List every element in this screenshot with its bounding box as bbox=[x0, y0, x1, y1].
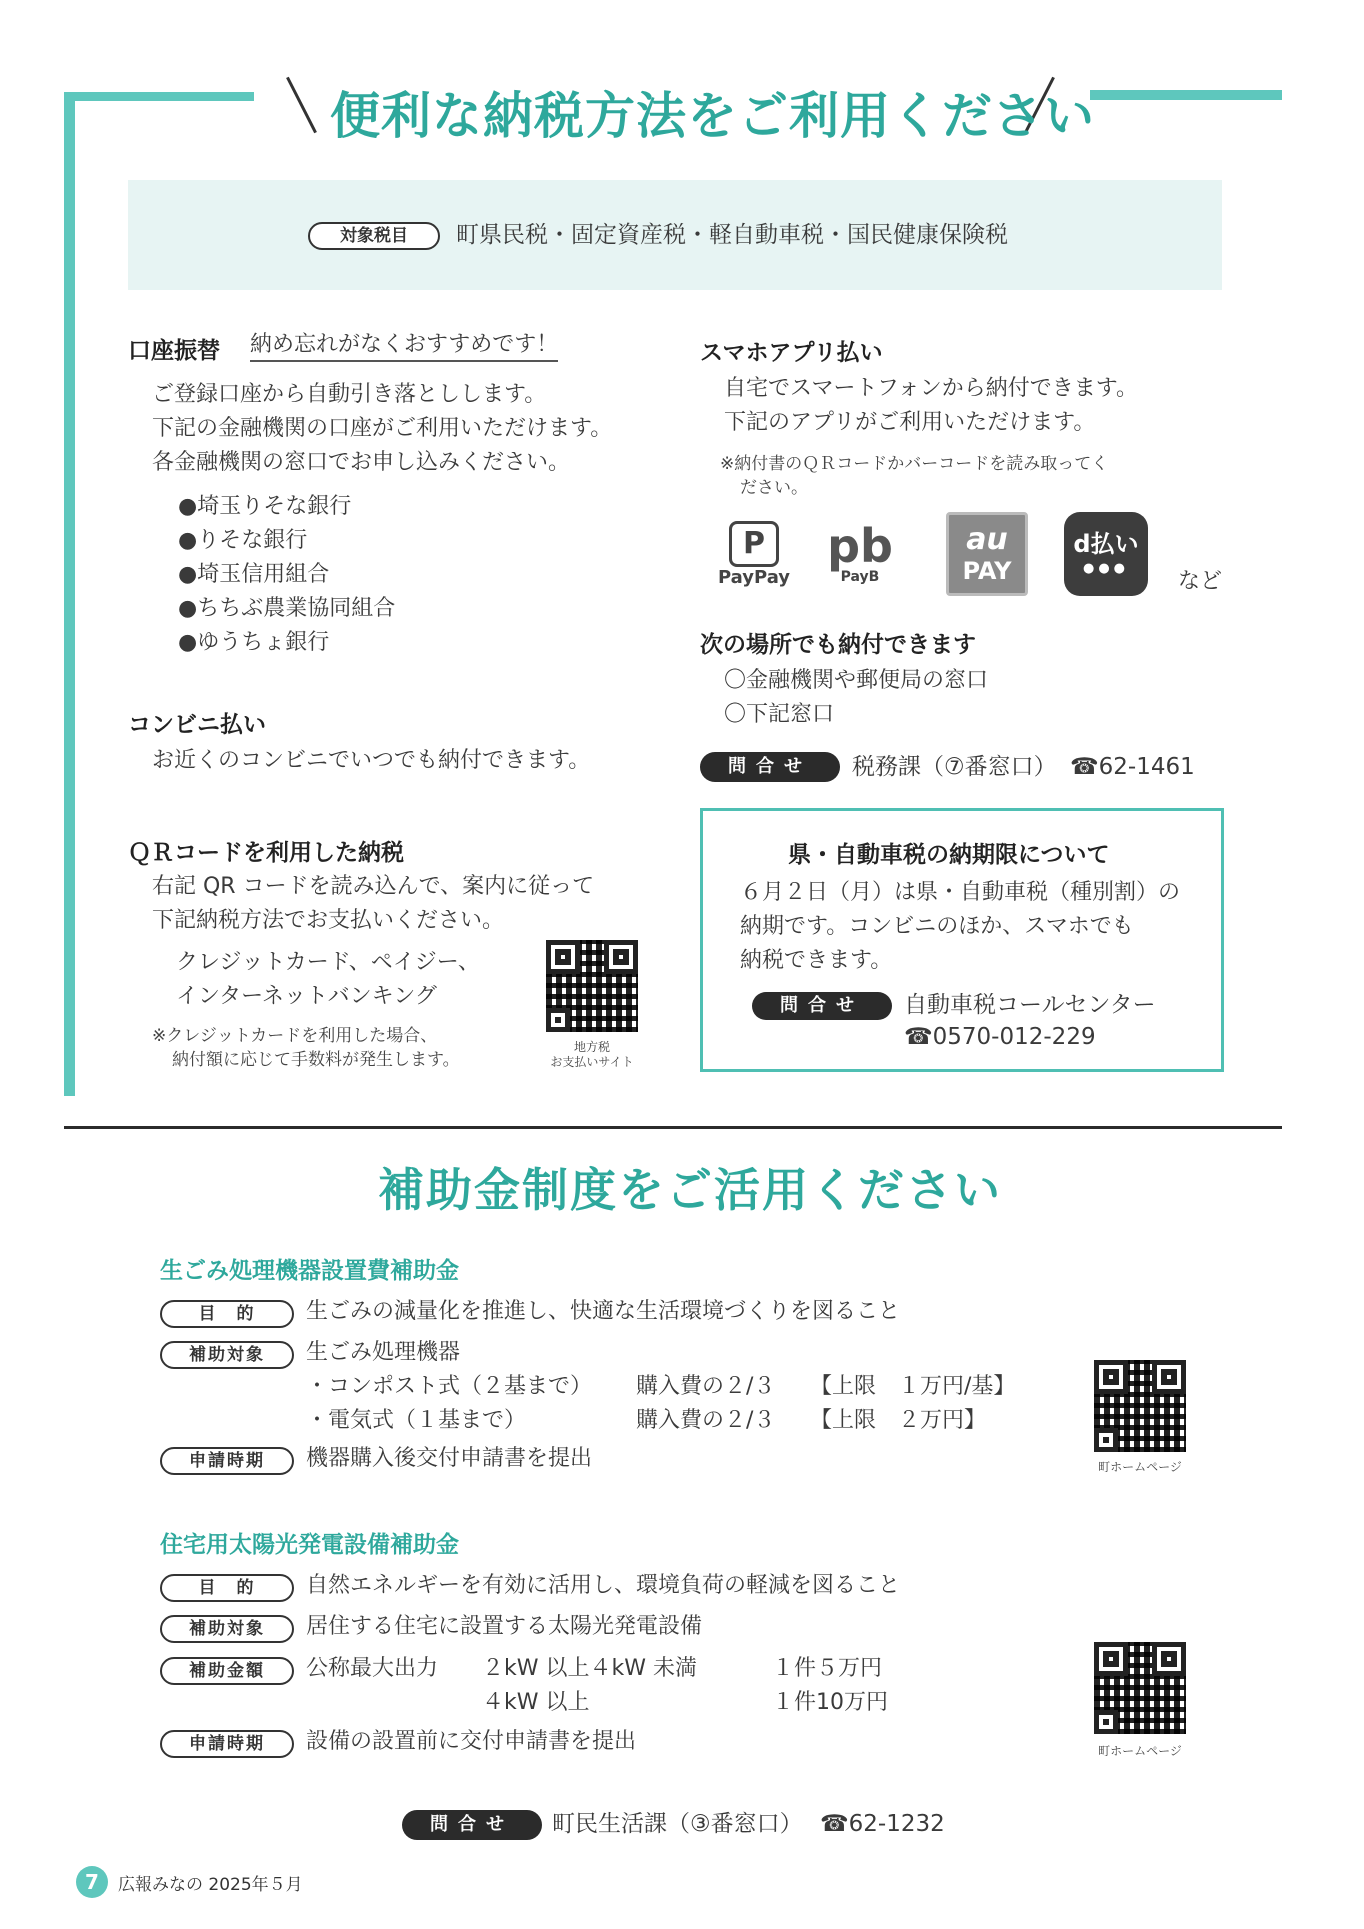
solar-subsidy-title: 住宅用太陽光発電設備補助金 bbox=[160, 1532, 459, 1558]
solar-amount-value: １件５万円 bbox=[772, 1656, 883, 1681]
note-line: ださい。 bbox=[740, 478, 808, 498]
target-label: 補助対象 bbox=[160, 1615, 294, 1643]
purpose-label: 目 的 bbox=[160, 1300, 294, 1328]
text-line: 各金融機関の窓口でお申し込みください。 bbox=[152, 450, 571, 475]
garbage-item-rate: 購入費の２/３ bbox=[636, 1408, 776, 1433]
qr-payment-notes bbox=[152, 1024, 460, 1072]
text-line: 自宅でスマートフォンから納付できます。 bbox=[724, 376, 1139, 401]
au-logo: au bbox=[966, 522, 1008, 557]
auto-tax-contact-label: 問合せ bbox=[752, 992, 892, 1020]
list-item: ●埼玉信用組合 bbox=[178, 562, 330, 587]
list-item: ●埼玉りそな銀行 bbox=[178, 494, 352, 519]
garbage-subsidy-title: 生ごみ処理機器設置費補助金 bbox=[160, 1258, 459, 1284]
decorative-bar bbox=[64, 92, 75, 1096]
period-label: 申請時期 bbox=[160, 1730, 294, 1758]
garbage-period: 機器購入後交付申請書を提出 bbox=[306, 1446, 593, 1471]
note-line: 納付額に応じて手数料が発生します。 bbox=[172, 1050, 460, 1070]
convenience-title: コンビニ払い bbox=[128, 712, 266, 738]
qr-caption: 町ホームページ bbox=[1098, 1744, 1182, 1758]
contact-label: 問合せ bbox=[402, 1810, 542, 1840]
text-line: 右記 QR コードを読み込んで、案内に従って bbox=[152, 874, 595, 899]
payb-logo: pb bbox=[827, 519, 893, 573]
text-line: 下記のアプリがご利用いただけます。 bbox=[724, 410, 1096, 435]
contact-label: 問合せ bbox=[700, 752, 840, 782]
garbage-item-limit: 【上限 ２万円】 bbox=[810, 1408, 987, 1433]
garbage-item-rate: 購入費の２/３ bbox=[636, 1374, 776, 1399]
contact-tel: ☎62-1232 bbox=[820, 1811, 945, 1837]
page-title: 便利な納税方法をご利用ください bbox=[330, 87, 1095, 145]
text-line: クレジットカード、ペイジー、 bbox=[176, 950, 480, 975]
amount-label: 補助金額 bbox=[160, 1657, 294, 1685]
smartphone-title: スマホアプリ払い bbox=[700, 340, 883, 366]
smartphone-notes bbox=[720, 452, 1108, 500]
qr-caption: 町ホームページ bbox=[1098, 1460, 1182, 1474]
list-item: ●ちちぶ農業協同組合 bbox=[178, 596, 396, 621]
page-number: 7 bbox=[76, 1866, 108, 1898]
list-item: ●ゆうちょ銀行 bbox=[178, 630, 330, 655]
solar-amount-value: １件10万円 bbox=[772, 1690, 888, 1715]
qr-payment-text bbox=[152, 870, 594, 938]
auto-tax-text bbox=[740, 876, 1180, 978]
caption-line: お支払いサイト bbox=[550, 1055, 634, 1069]
garbage-item-limit: 【上限 １万円/基】 bbox=[810, 1374, 1016, 1399]
tax-target-value: 町県民税・固定資産税・軽自動車税・国民健康保険税 bbox=[456, 222, 1008, 248]
garbage-purpose: 生ごみの減量化を推進し、快適な生活環境づくりを図ること bbox=[306, 1299, 901, 1324]
decorative-bar bbox=[1090, 90, 1282, 100]
auto-tax-title: 県・自動車税の納期限について bbox=[788, 842, 1110, 868]
list-item: 〇下記窓口 bbox=[724, 702, 835, 727]
bank-transfer-title: 口座振替 bbox=[128, 338, 220, 364]
paypay-icon: P PayPay bbox=[712, 512, 796, 596]
d-label: d払い bbox=[1073, 530, 1139, 558]
qr-payment-methods bbox=[176, 946, 480, 1014]
etc-text: など bbox=[1178, 569, 1223, 594]
contact-dept: 町民生活課（③番窓口） bbox=[552, 1811, 803, 1837]
solar-amount-head: 公称最大出力 bbox=[306, 1656, 439, 1681]
list-item: 〇金融機関や郵便局の窓口 bbox=[724, 668, 989, 693]
solar-amount-range: ４kW 以上 bbox=[482, 1690, 590, 1715]
payb-label: PayB bbox=[840, 569, 880, 585]
period-label: 申請時期 bbox=[160, 1447, 294, 1475]
garbage-item-name: ・電気式（１基まで） bbox=[306, 1408, 527, 1433]
payb-icon bbox=[818, 512, 902, 596]
text-line: 下記の金融機関の口座がご利用いただけます。 bbox=[152, 416, 613, 441]
text-line: ご登録口座から自動引き落としします。 bbox=[152, 382, 547, 407]
decorative-bar bbox=[64, 92, 254, 101]
note-line: ※クレジットカードを利用した場合、 bbox=[152, 1026, 438, 1046]
qr-payment-title: ＱＲコードを利用した納税 bbox=[128, 840, 404, 866]
qr-code-town-homepage[interactable] bbox=[1094, 1642, 1186, 1734]
caption-line: 地方税 bbox=[573, 1040, 610, 1054]
qr-code-tax-site[interactable] bbox=[546, 940, 638, 1032]
garbage-item-name: ・コンポスト式（２基まで） bbox=[306, 1374, 593, 1399]
text-line: インターネットバンキング bbox=[176, 984, 437, 1009]
solar-purpose: 自然エネルギーを有効に活用し、環境負荷の軽減を図ること bbox=[306, 1573, 901, 1598]
purpose-label: 目 的 bbox=[160, 1574, 294, 1602]
auto-tax-contact-tel: ☎0570-012-229 bbox=[904, 1024, 1096, 1050]
text-line: ６月２日（月）は県・自動車税（種別割）の bbox=[740, 880, 1181, 905]
places-list bbox=[724, 664, 988, 732]
text-line: 納期です。コンビニのほか、スマホでも bbox=[740, 914, 1134, 939]
text-line: 納税できます。 bbox=[740, 948, 893, 973]
decorative-slash bbox=[286, 77, 317, 134]
solar-amount-range: ２kW 以上４kW 未満 bbox=[482, 1656, 697, 1681]
convenience-text: お近くのコンビニでいつでも納付できます。 bbox=[152, 748, 591, 773]
au-label: PAY bbox=[962, 557, 1012, 585]
solar-period: 設備の設置前に交付申請書を提出 bbox=[306, 1729, 637, 1754]
text-line: 下記納税方法でお支払いください。 bbox=[152, 908, 505, 933]
contact-tel: ☎62-1461 bbox=[1070, 754, 1195, 780]
d-barai-icon bbox=[1064, 512, 1148, 596]
subsidy-title: 補助金制度をご活用ください bbox=[378, 1163, 1002, 1217]
target-label: 補助対象 bbox=[160, 1341, 294, 1369]
section-divider bbox=[64, 1126, 1282, 1129]
garbage-target: 生ごみ処理機器 bbox=[306, 1340, 461, 1365]
note-line: ※納付書のＱＲコードかバーコードを読み取ってく bbox=[720, 454, 1109, 474]
solar-target: 居住する住宅に設置する太陽光発電設備 bbox=[306, 1614, 703, 1639]
bank-transfer-text bbox=[152, 378, 612, 480]
bank-transfer-tagline: 納め忘れがなくおすすめです！ bbox=[250, 330, 558, 362]
d-dots: ●●● bbox=[1082, 561, 1130, 576]
smartphone-text bbox=[724, 372, 1138, 440]
paypay-label: PayPay bbox=[717, 566, 791, 588]
places-title: 次の場所でも納付できます bbox=[700, 632, 976, 658]
list-item: ●りそな銀行 bbox=[178, 528, 308, 553]
bank-list bbox=[178, 490, 395, 660]
contact-dept: 税務課（⑦番窓口） bbox=[852, 754, 1057, 780]
qr-code-town-homepage[interactable] bbox=[1094, 1360, 1186, 1452]
tax-target-label: 対象税目 bbox=[308, 222, 440, 250]
auto-tax-contact-name: 自動車税コールセンター bbox=[904, 992, 1156, 1018]
au-pay-icon bbox=[946, 512, 1028, 596]
publication-info: 広報みなの 2025年５月 bbox=[118, 1875, 303, 1895]
qr-caption bbox=[530, 1040, 654, 1070]
